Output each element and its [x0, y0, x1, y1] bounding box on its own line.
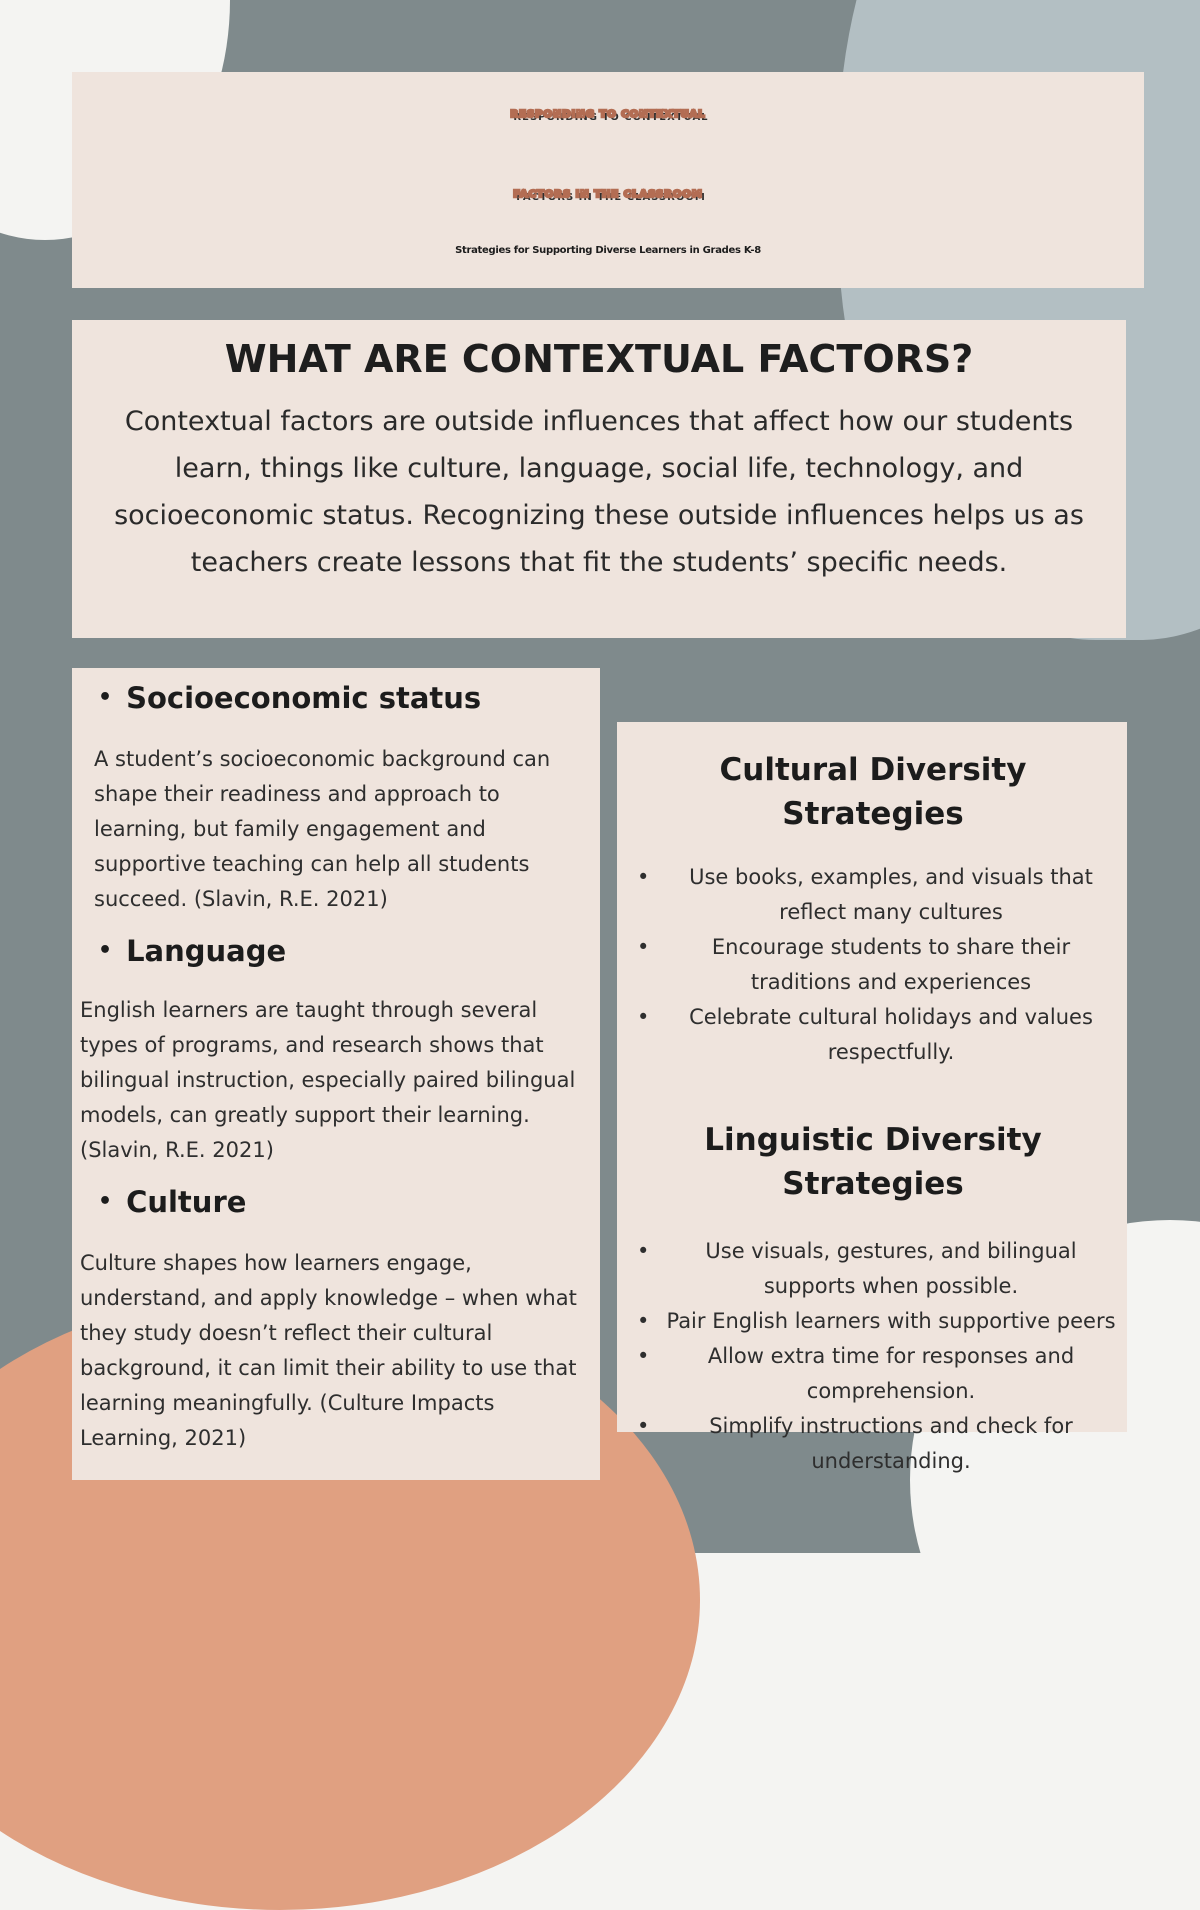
bullet-icon: •	[637, 1239, 650, 1263]
list-item	[627, 1304, 1119, 1339]
linguistic-heading-line-1: Linguistic Diversity	[704, 1122, 1042, 1158]
title-line-2: FACTORS IN THE CLASSROOM	[513, 189, 703, 200]
factor-heading-label: Language	[126, 934, 287, 968]
factor-heading-socioeconomic	[80, 678, 590, 718]
list-item-text: Use books, examples, and visuals that reflect many cultures	[689, 865, 1093, 924]
factors-card	[72, 668, 600, 1480]
bullet-icon: •	[637, 1344, 650, 1368]
bullet-icon: •	[637, 865, 650, 889]
bullet-icon: •	[637, 935, 650, 959]
bullet-icon: •	[637, 1309, 650, 1333]
list-item-text: Use visuals, gestures, and bilingual supports when possible.	[705, 1239, 1077, 1298]
list-item-text: Pair English learners with supportive peers	[666, 1309, 1116, 1333]
list-item	[627, 1339, 1119, 1409]
list-item	[627, 860, 1119, 930]
cultural-strategies-heading: Cultural Diversity Strategies	[719, 752, 1027, 832]
factor-body-culture: Culture shapes how learners engage, understand, and apply knowledge – when what they study doesn’t reflect their cultural background, it can limit their ability to use that learning meaningfully. (Culture Impacts Learning, 2021)	[80, 1251, 577, 1450]
linguistic-heading-line-2: Strategies	[782, 1166, 964, 1202]
bullet-icon: •	[98, 938, 113, 963]
factor-body-socioeconomic: A student’s socioeconomic background can shape their readiness and approach to learning, but family engagement and supportive teaching can help all students succeed. (Slavin, R.E. 2021)	[94, 747, 551, 911]
strategies-card	[617, 722, 1127, 1473]
list-item	[627, 930, 1119, 1000]
list-item-text: Simplify instructions and check for understanding.	[709, 1414, 1073, 1473]
bullet-icon: •	[98, 685, 113, 710]
bullet-icon: •	[637, 1414, 650, 1438]
list-item-text: Encourage students to share their traditions and experiences	[711, 935, 1071, 994]
factor-body-language: English learners are taught through several types of programs, and research shows that bilingual instruction, especially paired bilingual models, can greatly support their learning. (Slavin, R.E. 2021)	[80, 998, 576, 1162]
definition-card	[72, 320, 1126, 638]
definition-body: Contextual factors are outside influences that affect how our students learn, things like culture, language, social life, technology, and socioeconomic status. Recognizing these outside influences helps us as teachers create lessons that fit the students’ specific needs.	[114, 406, 1084, 578]
factor-heading-culture	[80, 1182, 590, 1222]
bullet-icon: •	[637, 1005, 650, 1029]
linguistic-strategies-heading	[627, 1118, 1119, 1206]
title-banner	[72, 72, 1144, 288]
list-item-text: Celebrate cultural holidays and values respectfully.	[689, 1005, 1093, 1064]
list-item-text: Allow extra time for responses and comprehension.	[707, 1344, 1075, 1403]
subtitle: Strategies for Supporting Diverse Learners in Grades K-8	[455, 245, 761, 256]
factor-heading-label: Culture	[126, 1185, 247, 1219]
bullet-icon: •	[98, 1189, 113, 1214]
cultural-strategies-list	[627, 860, 1119, 1070]
linguistic-strategies-list	[627, 1234, 1119, 1479]
list-item	[627, 1234, 1119, 1304]
factor-heading-label: Socioeconomic status	[126, 681, 482, 715]
factor-heading-language	[80, 931, 590, 971]
title-line-1: RESPONDING TO CONTEXTUAL	[510, 109, 706, 120]
list-item	[627, 1409, 1119, 1479]
definition-heading: WHAT ARE CONTEXTUAL FACTORS?	[224, 337, 974, 381]
list-item	[627, 1000, 1119, 1070]
